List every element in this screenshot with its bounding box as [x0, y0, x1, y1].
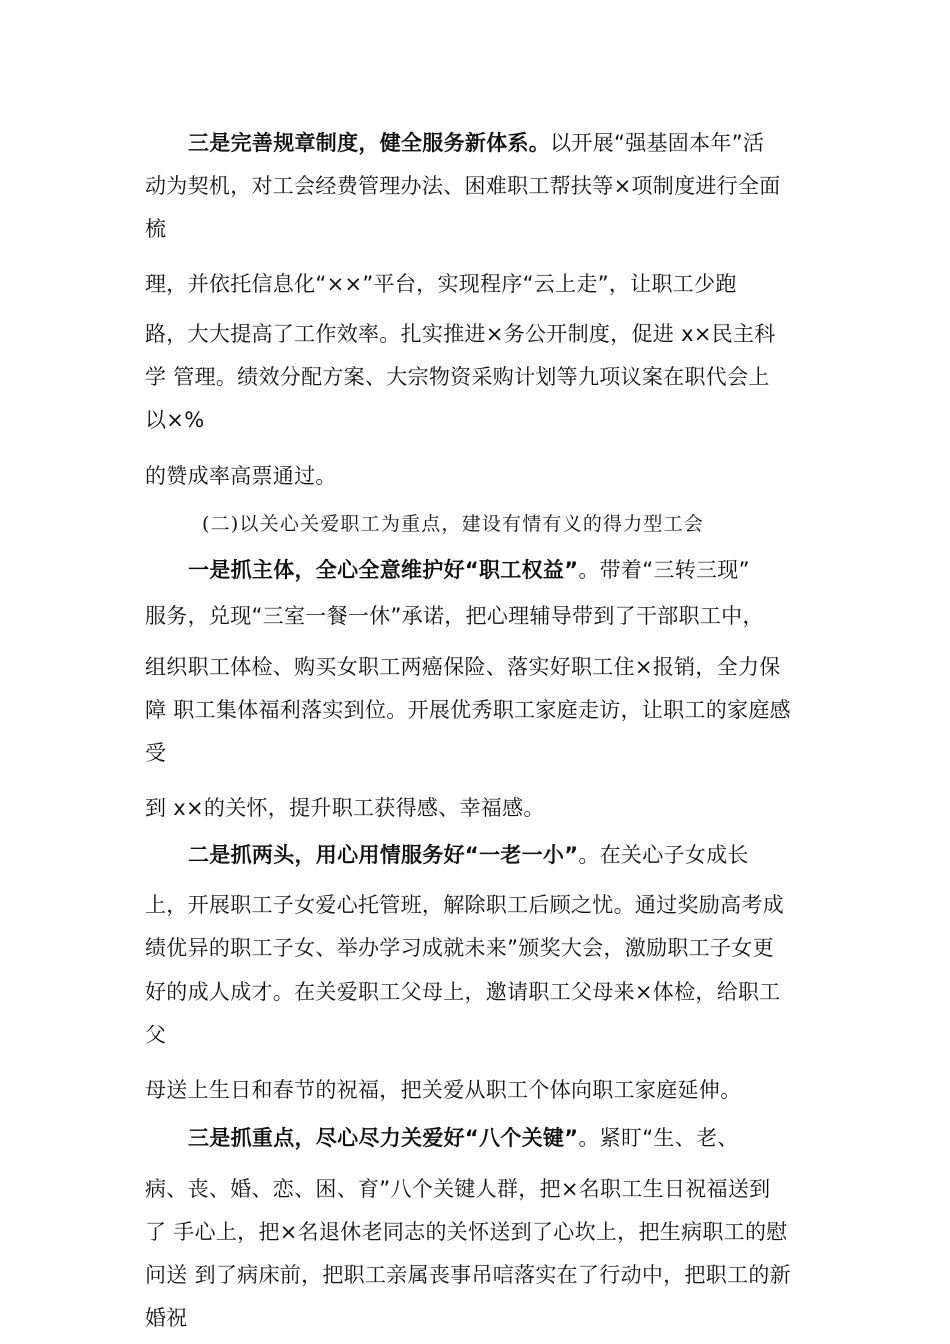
p3-line-5: 父 [145, 1023, 167, 1047]
p1-lead-bold: 三是完善规章制度，健全服务新体系。 [188, 131, 551, 155]
p4-line-3: 了 手心上，把×名退休老同志的关怀送到了心坎上，把生病职工的慰 [145, 1220, 788, 1244]
p1-line-4: 理，并依托信息化“××”平台，实现程序“云上走”，让职工少跑 [145, 272, 737, 296]
p1-line-1 [188, 128, 764, 158]
p2-lead-bold: 一是抓主体，全心全意维护好“职工权益” [188, 558, 579, 582]
p2-line-2: 服务，兑现“三室一餐一休”承诺，把心理辅导带到了干部职工中， [145, 604, 764, 628]
p4-line-1-rest: 。紧盯“生、老、 [578, 1126, 739, 1150]
p2-line-1 [188, 555, 750, 585]
p4-line-4: 问送 到了病床前，把职工亲属丧事吊唁落实在了行动中，把职工的新 [145, 1263, 791, 1287]
p3-line-1-rest: 。在关心子女成长 [578, 843, 749, 867]
p3-line-3: 绩优异的职工子女、举办学习成就未来”颁奖大会，激励职工子女更 [145, 936, 774, 960]
p1-line-3: 梳 [145, 217, 167, 241]
p4-line-5: 婚祝 [145, 1306, 188, 1330]
p1-line-5: 路，大大提高了工作效率。扎实推进×务公开制度，促进 x×民主科 [145, 322, 776, 346]
p3-line-1 [188, 840, 749, 870]
p2-line-6: 到 x×的关怀，提升职工获得感、幸福感。 [145, 796, 545, 820]
p3-line-6: 母送上生日和春节的祝福，把关爱从职工个体向职工家庭延伸。 [145, 1078, 742, 1102]
section-heading: (二)以关心关爱职工为重点，建设有情有义的得力型工会 [202, 513, 705, 535]
p1-line-8: 的赞成率高票通过。 [145, 464, 337, 488]
p1-line-6: 学 管理。绩效分配方案、大宗物资采购计划等九项议案在职代会上 [145, 365, 770, 389]
p2-line-3: 组织职工体检、购买女职工两癌保险、落实好职工住×报销，全力保 [145, 655, 781, 679]
p1-line-1-rest: 以开展“强基固本年”活 [550, 131, 765, 155]
p3-line-4: 好的成人成才。在关爱职工父母上，邀请职工父母来×体检，给职工 [145, 980, 781, 1004]
p3-line-2: 上，开展职工子女爱心托管班，解除职工后顾之忧。通过奖励高考成 [145, 893, 784, 917]
p1-line-7: 以×% [145, 408, 205, 432]
p2-line-5: 受 [145, 741, 167, 765]
p1-line-2: 动为契机，对工会经费管理办法、困难职工帮扶等×项制度进行全面 [145, 174, 781, 198]
p2-line-1-rest: 。带着“三转三现” [578, 558, 750, 582]
p2-line-4: 障 职工集体福利落实到位。开展优秀职工家庭走访，让职工的家庭感 [145, 698, 791, 722]
p4-line-2: 病、丧、婚、恋、困、育”八个关键人群，把×名职工生日祝福送到 [145, 1177, 771, 1201]
p3-lead-bold: 二是抓两头，用心用情服务好“一老一小” [188, 843, 579, 867]
p4-line-1 [188, 1123, 739, 1153]
p4-lead-bold: 三是抓重点，尽心尽力关爱好“八个关键” [188, 1126, 579, 1150]
